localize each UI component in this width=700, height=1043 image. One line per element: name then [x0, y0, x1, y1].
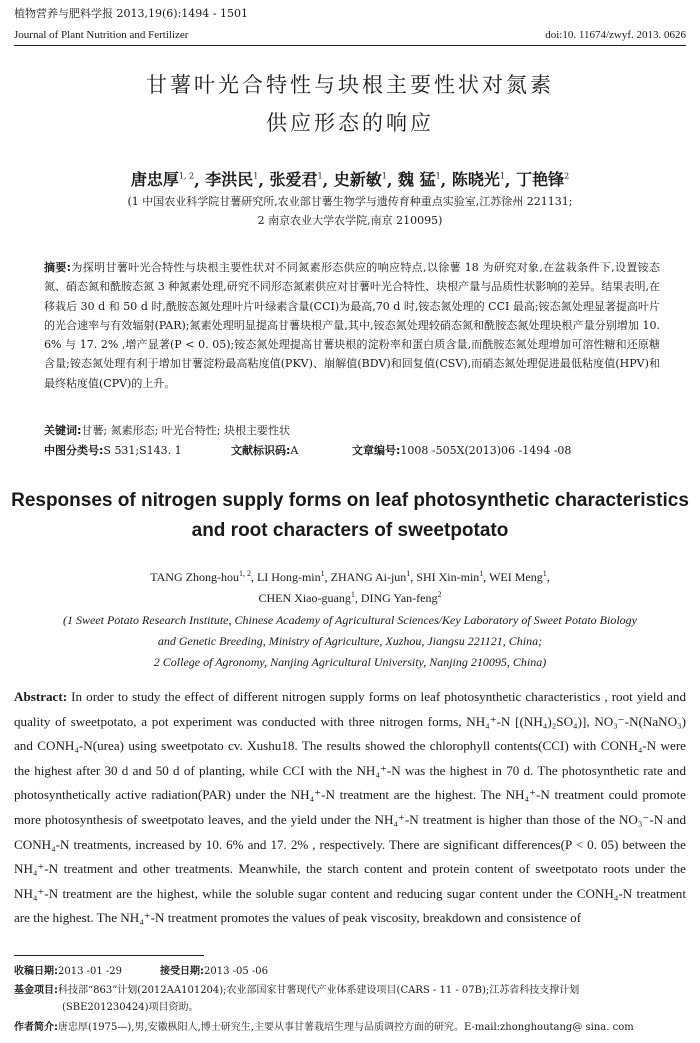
author-en: TANG Zhong-hou$^{1, 2}$ — [150, 569, 251, 584]
document-code: 文献标识码:A — [231, 444, 299, 457]
abstract-en-label: Abstract: — [14, 689, 68, 704]
keywords-cn-text: 甘薯; 氮素形态; 叶光合特性; 块根主要性状 — [81, 424, 291, 437]
author-cn: 陈晓光$^1$ — [451, 170, 505, 190]
journal-header-en — [14, 28, 686, 43]
keywords-cn — [44, 422, 660, 439]
header-rule — [14, 45, 686, 46]
affiliation-cn-line1: (1 中国农业科学院甘薯研究所,农业部甘薯生物学与遗传育种重点实验室,江苏徐州 221131; — [127, 195, 573, 208]
classification-line — [44, 442, 660, 459]
author-cn: 张爱君$^1$ — [269, 170, 323, 190]
author-cn: 史新敏$^1$ — [333, 170, 387, 190]
keywords-cn-label: 关键词: — [44, 424, 82, 437]
title-en-line2: and root characters of sweetpotato — [191, 520, 509, 541]
journal-name-en: Journal of Plant Nutrition and Fertilizer — [14, 29, 189, 41]
author-cn: 魏 猛$^1$ — [398, 170, 441, 190]
article-number: 文章编号:1008 -505X(2013)06 -1494 -08 — [352, 444, 572, 457]
affiliation-en-line3: 2 College of Agronomy, Nanjing Agricultural University, Nanjing 210095, China) — [153, 655, 547, 669]
author-bio: 作者简介:唐忠厚(1975—),男,安徽枞阳人,博士研究生,主要从事甘薯栽培生理与品质调控方面的研究。E-mail:zhonghoutang@ sina. com — [14, 1022, 634, 1033]
journal-header-cn — [14, 6, 686, 21]
author-cn: 唐忠厚$^{1, 2}$ — [130, 170, 195, 190]
doi: doi:10. 11674/zwyf. 2013. 0626 — [545, 29, 686, 41]
author-en: SHI Xin-$\min^1$ — [416, 569, 484, 584]
author-en: DING Yan-feng$^2$ — [360, 590, 442, 605]
journal-citation-cn: 植物营养与肥料学报 2013,19(6):1494 - 1501 — [14, 7, 248, 20]
author-en: WEI Meng$^1$ — [489, 569, 547, 584]
clc-number: 中图分类号:S 531;S143. 1 — [44, 444, 182, 457]
title-en — [0, 486, 700, 546]
author-en: ZHANG Ai-jun$^1$ — [330, 569, 411, 584]
author-en: LI Hong-$\min^1$ — [256, 569, 325, 584]
footnote-rule — [14, 955, 204, 956]
abstract-en — [14, 685, 686, 931]
authors-cn: 唐忠厚$^{1, 2}$, 李洪民$^1$, 张爱君$^1$, 史新敏$^1$, 魏 猛$^1$, 陈晓光$^1$, 丁艳锋$^2$ — [130, 170, 570, 190]
title-cn-line2: 供应形态的响应 — [266, 111, 434, 135]
affiliation-en-line2: and Genetic Breeding, Ministry of Agriculture, Xuzhou, Jiangsu 221121, China; — [157, 634, 543, 648]
title-cn-line1: 甘薯叶光合特性与块根主要性状对氮素 — [146, 73, 554, 97]
abstract-cn-label: 摘要: — [44, 261, 72, 274]
abstract-cn — [44, 258, 660, 393]
abstract-cn-text: 为探明甘薯叶光合特性与块根主要性状对不同氮素形态供应的响应特点,以徐薯 18 为研究对象,在盆栽条件下,设置铵态氮、硝态氮和酰胺态氮 3 种氮素处理,研究不同形态氮素供应对甘薯叶光合特性、块根产量与品质性状影响的差异。结果表明,在移栽后 30 d 和 50 d 时,酰胺态氮处理叶片叶绿素含量(CCI)为最高,70 d 时,铵态氮处理的 CCI 最高;铵态氮处理显著提高叶片的光合速率与有效辐射(PAR);氮素处理明显提高甘薯块根产量,其中,铵态氮处理较硝态氮和酰胺态氮处理块根产量分别增加 10. 6% 与 17. 2% ,增产显著(P < 0. 05);铵态氮处理提高甘薯块根的淀粉率和蛋白质含量,而酰胺态氮处理增加可溶性糖和还原糖含量;铵态氮处理有利于增加甘薯淀粉最高粘度值(PKV)、崩解值(BDV)和回复值(CSV),而硝态氮处理促进最低粘度值(HPV)和最终粘度值(CPV)的上升。 — [44, 261, 660, 390]
affiliation-cn-line2: 2 南京农业大学农学院,南京 210095) — [257, 214, 443, 227]
author-cn: 丁艳锋$^2$ — [516, 170, 570, 190]
received-accepted-dates: 收稿日期:2013 -01 -29 接受日期:2013 -05 -06 — [14, 966, 269, 977]
funding-note: 基金项目:科技部“863”计划(2012AA101204);农业部国家甘薯现代产业体系建设项目(CARS - 11 - 07B);江苏省科技支撑计划 (SBE201230424)项目资助。 — [14, 985, 580, 1013]
affiliation-en-line1: (1 Sweet Potato Research Institute, Chinese Academy of Agricultural Sciences/Key Laboratory of Sweet Potato Biology — [62, 613, 637, 627]
authors-en-line2: CHEN Xiao-guang$^1$, DING Yan-feng$^2$ — [258, 590, 442, 605]
abstract-en-text: In order to study the effect of different nitrogen supply forms on leaf photosynthetic characteristics , root yield and quality of sweetpotato, a pot experiment was conducted with three nitrogen forms, NH₄⁺-N [(NH₄)₂SO₄)], NO₃⁻-N(NaNO₃) and CONH₄-N(urea) using sweetpotato cv. Xushu18. The results showed the chlorophyll contents(CCI) with CONH₄-N were the highest after 30 d and 50 d of planting, while CCI with the NH₄⁺-N was the highest in 70 d. The photosynthetic rate and photosynthetically active radiation(PAR) under the NH₄⁺-N treatment are the highest. The NH₄⁺-N treatment could promote more photosynthesis of sweetpotato leaves, and the yield under the NH₄⁺-N treatment is higher than those of the NO₃⁻-N and CONH₄-N treatments, increased by 10. 6% and 17. 2% , respectively. There are significant differences(P < 0. 05) between the NH₄⁺-N treatment and other treatments. Meanwhile, the starch content and protein content of sweetpotato roots under the NH₄⁺-N treatment are the highest, while the soluble sugar content and reducing sugar content under the CONH₄-N treatment are the highest. The NH₄⁺-N treatment promotes the values of peak viscosity, breakdown and consistence of — [14, 689, 687, 926]
author-cn: 李洪民$^1$ — [205, 170, 259, 190]
authors-en-line1: TANG Zhong-hou$^{1, 2}$, LI Hong-$\min^1$, ZHANG Ai-jun$^1$, SHI Xin-$\min^1$, WEI Meng$^1$, — [150, 569, 550, 584]
author-en: CHEN Xiao-guang$^1$ — [258, 590, 355, 605]
title-en-line1: Responses of nitrogen supply forms on leaf photosynthetic characteristics — [11, 490, 689, 511]
